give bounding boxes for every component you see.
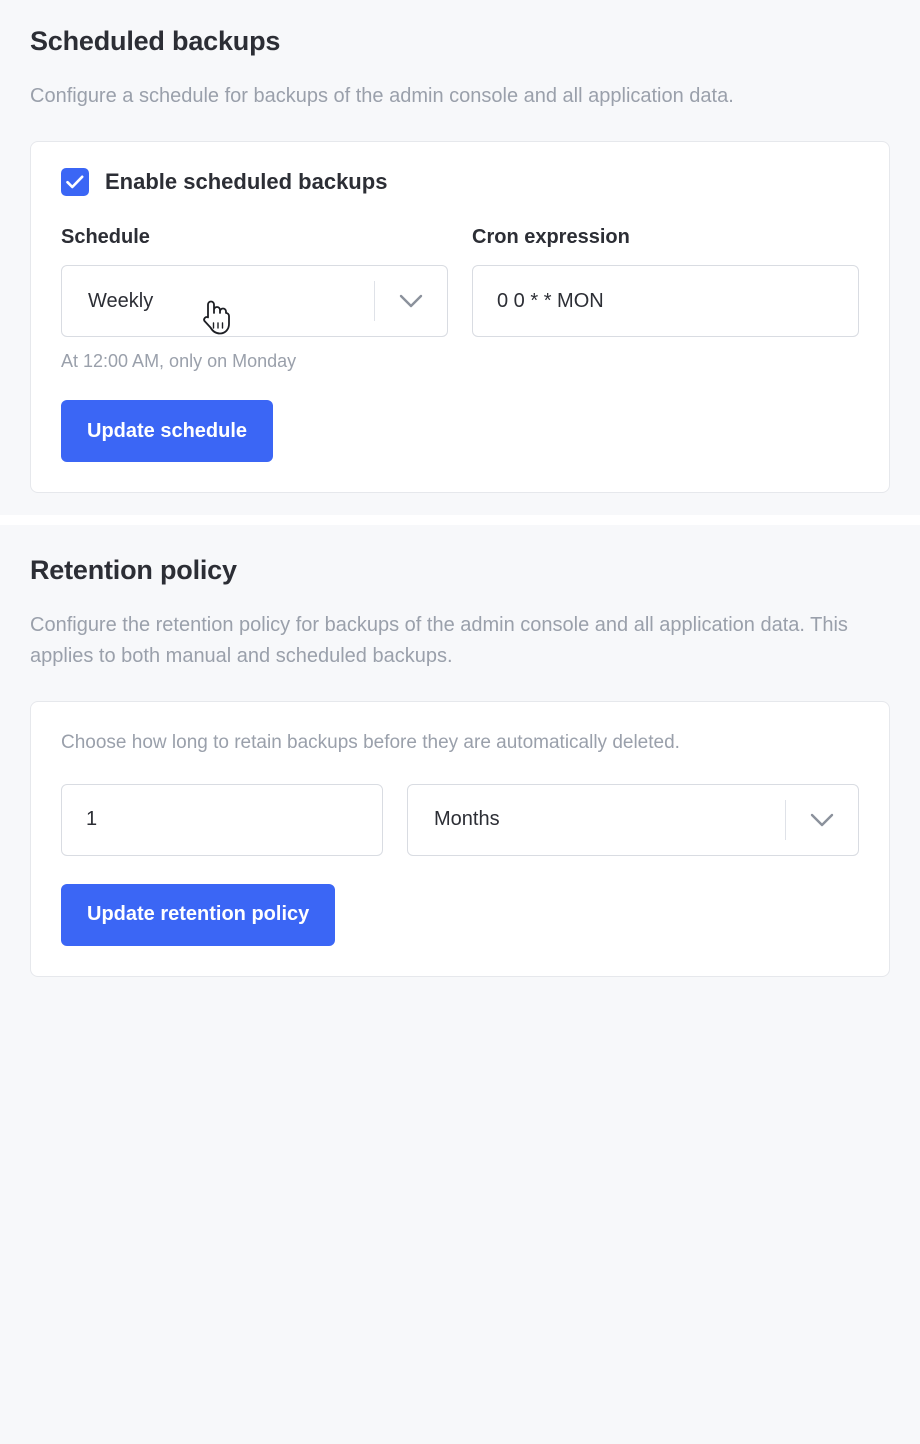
schedule-hint: At 12:00 AM, only on Monday [61,351,297,372]
scheduled-backups-description: Configure a schedule for backups of the admin console and all application data. [30,85,734,107]
schedule-fields-row [61,226,859,372]
checkbox-checked-icon[interactable] [61,168,89,196]
cron-expression-input[interactable] [472,265,859,337]
retention-card-text: Choose how long to retain backups before they are automatically deleted. [61,732,680,754]
cron-field-label: Cron expression [472,226,630,249]
chevron-down-icon[interactable] [375,293,447,309]
retention-amount-field [61,784,383,856]
schedule-field [61,226,448,372]
update-schedule-button[interactable]: Update schedule [61,400,273,462]
retention-policy-section [0,525,920,1006]
enable-scheduled-backups-row[interactable] [61,168,859,196]
retention-unit-select[interactable] [407,784,859,856]
cron-field [472,226,859,372]
retention-policy-description: Configure the retention policy for backups of the admin console and all application data. This applies to both manual and scheduled backups. [30,614,848,667]
schedule-select[interactable] [61,265,448,337]
scheduled-backups-section [0,0,920,515]
scheduled-backups-title: Scheduled backups [30,26,281,56]
section-divider [0,515,920,525]
retention-unit-select-value: Months [434,808,500,831]
enable-scheduled-backups-label: Enable scheduled backups [105,169,388,195]
retention-policy-title: Retention policy [30,555,237,586]
schedule-field-label: Schedule [61,226,150,249]
schedule-select-value: Weekly [88,289,154,312]
retention-fields-row [61,784,859,856]
retention-policy-card [30,701,890,976]
retention-unit-field [407,784,859,856]
scheduled-backups-card [30,141,890,493]
update-retention-policy-button[interactable]: Update retention policy [61,884,335,946]
retention-amount-input[interactable] [61,784,383,856]
chevron-down-icon[interactable] [786,812,858,828]
